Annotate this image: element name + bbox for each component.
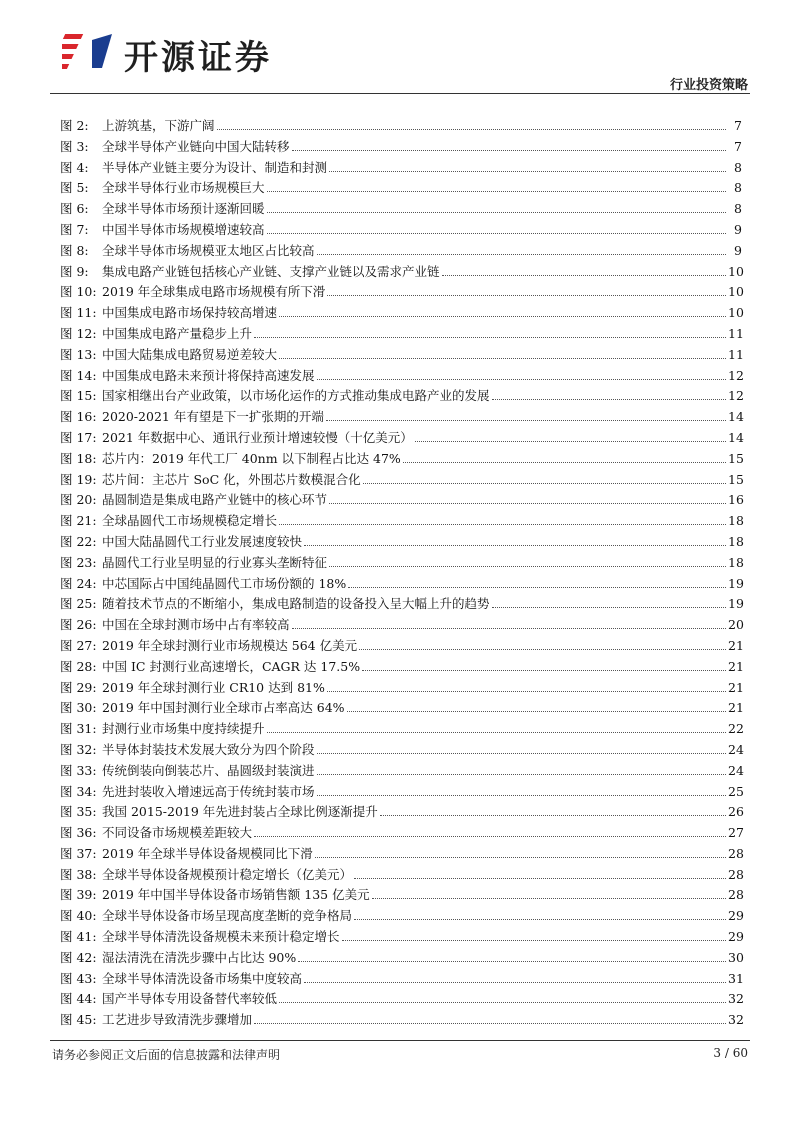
toc-entry[interactable] bbox=[52, 761, 742, 782]
figure-title: 中国 IC 封测行业高速增长，CAGR 达 17.5% bbox=[102, 658, 361, 674]
figure-title: 晶圆制造是集成电路产业链中的核心环节 bbox=[102, 492, 328, 508]
page-ref: 28 bbox=[728, 887, 744, 903]
figure-title: 2019 年全球封测行业 CR10 达到 81% bbox=[102, 679, 325, 695]
figure-title: 全球半导体市场预计逐渐回暖 bbox=[102, 201, 265, 217]
figure-title: 我国 2015-2019 年先进封装占全球比例逐渐提升 bbox=[102, 804, 378, 820]
page-ref: 10 bbox=[728, 263, 744, 279]
figure-title: 全球半导体市场规模亚太地区占比较高 bbox=[102, 242, 315, 258]
toc-entry[interactable] bbox=[52, 782, 742, 803]
dot-leader bbox=[354, 918, 726, 920]
figure-title: 先进封装收入增速远高于传统封装市场 bbox=[102, 783, 315, 799]
dot-leader bbox=[279, 523, 726, 525]
figure-number: 图 21: bbox=[60, 513, 97, 529]
figure-number: 图 15: bbox=[60, 388, 97, 404]
toc-entry[interactable] bbox=[52, 470, 742, 491]
page-ref: 15 bbox=[728, 450, 744, 466]
dot-leader bbox=[279, 357, 726, 359]
figure-title: 上游筑基，下游广阔 bbox=[102, 118, 215, 133]
figure-number: 图 3: bbox=[60, 138, 89, 154]
page-ref: 8 bbox=[734, 201, 742, 217]
dot-leader bbox=[217, 128, 726, 130]
toc-entry[interactable] bbox=[52, 241, 742, 262]
page-ref: 29 bbox=[728, 929, 744, 945]
figure-number: 图 34: bbox=[60, 783, 97, 799]
figure-number: 图 8: bbox=[60, 242, 89, 258]
toc-entry[interactable] bbox=[52, 199, 742, 220]
page-ref: 16 bbox=[728, 492, 744, 508]
page-ref: 12 bbox=[728, 367, 744, 383]
dot-leader bbox=[317, 253, 726, 255]
dot-leader bbox=[329, 502, 726, 504]
page-ref: 15 bbox=[728, 471, 744, 487]
figure-number: 图 39: bbox=[60, 887, 97, 903]
figure-number: 图 11: bbox=[60, 305, 97, 321]
dot-leader bbox=[359, 648, 726, 650]
dot-leader bbox=[304, 981, 726, 983]
figure-number: 图 29: bbox=[60, 679, 97, 695]
dot-leader bbox=[267, 211, 726, 213]
toc-entry[interactable] bbox=[52, 553, 742, 574]
figure-title: 中国集成电路产量稳步上升 bbox=[102, 325, 253, 341]
page-ref: 22 bbox=[728, 721, 744, 737]
figure-number: 图 23: bbox=[60, 554, 97, 570]
page-header bbox=[0, 0, 800, 96]
toc-entry[interactable] bbox=[52, 137, 742, 158]
page-ref: 7 bbox=[734, 138, 742, 154]
page-ref: 25 bbox=[728, 783, 744, 799]
figure-number: 图 43: bbox=[60, 970, 97, 986]
figure-number: 图 24: bbox=[60, 575, 97, 591]
footer-divider bbox=[50, 1040, 750, 1041]
page-ref: 26 bbox=[728, 804, 744, 820]
toc-entry[interactable] bbox=[52, 262, 742, 283]
figure-title: 2019 年全球集成电路市场规模有所下滑 bbox=[102, 284, 326, 300]
figure-title: 国家相继出台产业政策，以市场化运作的方式推动集成电路产业的发展 bbox=[102, 388, 490, 404]
figure-title: 半导体产业链主要分为设计、制造和封测 bbox=[102, 159, 328, 175]
dot-leader bbox=[326, 419, 726, 421]
figure-number: 图 4: bbox=[60, 159, 89, 175]
dot-leader bbox=[279, 315, 726, 317]
figure-number: 图 7: bbox=[60, 221, 89, 237]
figure-title: 中国大陆集成电路贸易逆差较大 bbox=[102, 346, 278, 362]
brand-name: 开源证券 bbox=[124, 38, 272, 78]
page-ref: 8 bbox=[734, 159, 742, 175]
dot-leader bbox=[279, 1001, 726, 1003]
page-ref: 18 bbox=[728, 513, 744, 529]
toc-entry[interactable] bbox=[52, 969, 742, 990]
dot-leader bbox=[254, 336, 726, 338]
figure-number: 图 38: bbox=[60, 866, 97, 882]
toc-entry[interactable] bbox=[52, 823, 742, 844]
toc-entry[interactable] bbox=[52, 366, 742, 387]
page-number: 3 / 60 bbox=[713, 1046, 748, 1060]
dot-leader bbox=[315, 856, 726, 858]
dot-leader bbox=[327, 690, 726, 692]
page-ref: 27 bbox=[728, 825, 744, 841]
dot-leader bbox=[329, 565, 726, 567]
figure-number: 图 27: bbox=[60, 637, 97, 653]
figure-number: 图 42: bbox=[60, 949, 97, 965]
figure-number: 图 40: bbox=[60, 908, 97, 924]
figure-number: 图 33: bbox=[60, 762, 97, 778]
toc-entry[interactable] bbox=[52, 178, 742, 199]
figure-title: 工艺进步导致清洗步骤增加 bbox=[102, 1012, 253, 1028]
figure-title: 国产半导体专用设备替代率较低 bbox=[102, 991, 278, 1007]
figure-number: 图 26: bbox=[60, 617, 97, 633]
footer-disclaimer: 请务必参阅正文后面的信息披露和法律声明 bbox=[52, 1048, 281, 1062]
page-ref: 21 bbox=[728, 658, 744, 674]
figure-number: 图 45: bbox=[60, 1012, 97, 1028]
toc-entry[interactable] bbox=[52, 282, 742, 303]
toc-entry[interactable] bbox=[52, 636, 742, 657]
figure-number: 图 32: bbox=[60, 741, 97, 757]
page-ref: 32 bbox=[728, 991, 744, 1007]
figure-title: 2019 年全球半导体设备规模同比下滑 bbox=[102, 845, 313, 861]
page-ref: 9 bbox=[734, 221, 742, 237]
toc-entry[interactable] bbox=[52, 407, 742, 428]
figure-number: 图 5: bbox=[60, 180, 89, 196]
figure-title: 晶圆代工行业呈明显的行业寡头垄断特征 bbox=[102, 554, 328, 570]
toc-entry[interactable] bbox=[52, 865, 742, 886]
page-ref: 8 bbox=[734, 180, 742, 196]
figure-number: 图 36: bbox=[60, 825, 97, 841]
figure-title: 2019 年中国封测行业全球市占率高达 64% bbox=[102, 700, 345, 716]
figure-number: 图 28: bbox=[60, 658, 97, 674]
page-ref: 19 bbox=[728, 596, 744, 612]
figure-title: 全球半导体清洗设备市场集中度较高 bbox=[102, 970, 303, 986]
figure-title: 中国集成电路未来预计将保持高速发展 bbox=[102, 367, 315, 383]
toc-entry[interactable] bbox=[52, 386, 742, 407]
dot-leader bbox=[342, 939, 726, 941]
page-ref: 12 bbox=[728, 388, 744, 404]
toc-entry[interactable] bbox=[52, 490, 742, 511]
dot-leader bbox=[363, 482, 726, 484]
toc-entry[interactable] bbox=[52, 615, 742, 636]
figure-title: 全球半导体行业市场规模巨大 bbox=[102, 180, 265, 196]
page-ref: 19 bbox=[728, 575, 744, 591]
page-ref: 7 bbox=[734, 118, 742, 133]
page-ref: 21 bbox=[728, 637, 744, 653]
figure-title: 2019 年中国半导体设备市场销售额 135 亿美元 bbox=[102, 887, 370, 903]
toc-entry[interactable] bbox=[52, 698, 742, 719]
page-ref: 29 bbox=[728, 908, 744, 924]
dot-leader bbox=[317, 378, 726, 380]
dot-leader bbox=[298, 960, 726, 962]
toc-entry[interactable] bbox=[52, 594, 742, 615]
figure-title: 半导体封装技术发展大致分为四个阶段 bbox=[102, 741, 315, 757]
figure-number: 图 9: bbox=[60, 263, 89, 279]
figure-title: 不同设备市场规模差距较大 bbox=[102, 825, 253, 841]
figure-number: 图 31: bbox=[60, 721, 97, 737]
figure-title: 2021 年数据中心、通讯行业预计增速较慢（十亿美元） bbox=[102, 429, 413, 445]
dot-leader bbox=[292, 627, 726, 629]
page-ref: 9 bbox=[734, 242, 742, 258]
figure-number: 图 18: bbox=[60, 450, 97, 466]
toc-entry[interactable] bbox=[52, 740, 742, 761]
page-ref: 30 bbox=[728, 949, 744, 965]
page-ref: 14 bbox=[728, 429, 744, 445]
figure-title: 芯片内：2019 年代工厂 40nm 以下制程占比达 47% bbox=[102, 450, 401, 466]
figure-title: 芯片间：主芯片 SoC 化，外围芯片数模混合化 bbox=[102, 471, 361, 487]
figure-title: 中国在全球封测市场中占有率较高 bbox=[102, 617, 290, 633]
toc-entry[interactable] bbox=[52, 345, 742, 366]
figure-number: 图 6: bbox=[60, 201, 89, 217]
dot-leader bbox=[317, 794, 726, 796]
toc-entry[interactable] bbox=[52, 511, 742, 532]
page-ref: 11 bbox=[728, 325, 744, 341]
page-ref: 20 bbox=[728, 617, 744, 633]
dot-leader bbox=[267, 731, 726, 733]
figure-title: 中芯国际占中国纯晶圆代工市场份额的 18% bbox=[102, 575, 347, 591]
page-ref: 21 bbox=[728, 679, 744, 695]
dot-leader bbox=[492, 398, 726, 400]
page-ref: 18 bbox=[728, 554, 744, 570]
figure-title: 2019 年全球封测行业市场规模达 564 亿美元 bbox=[102, 637, 358, 653]
figure-title: 中国集成电路市场保持较高增速 bbox=[102, 305, 278, 321]
dot-leader bbox=[380, 814, 726, 816]
dot-leader bbox=[442, 274, 726, 276]
toc-entry[interactable] bbox=[52, 989, 742, 1010]
dot-leader bbox=[362, 669, 726, 671]
figure-title: 湿法清洗在清洗步骤中占比达 90% bbox=[102, 949, 297, 965]
figure-title: 全球半导体设备市场呈现高度垄断的竞争格局 bbox=[102, 908, 353, 924]
figure-number: 图 37: bbox=[60, 845, 97, 861]
page-ref: 10 bbox=[728, 305, 744, 321]
figure-title: 全球半导体清洗设备规模未来预计稳定增长 bbox=[102, 929, 340, 945]
toc-entry[interactable] bbox=[52, 678, 742, 699]
toc-entry[interactable] bbox=[52, 906, 742, 927]
toc-entry[interactable] bbox=[52, 802, 742, 823]
dot-leader bbox=[254, 1022, 726, 1024]
toc-entry[interactable] bbox=[52, 158, 742, 179]
page-ref: 28 bbox=[728, 866, 744, 882]
toc-entry[interactable] bbox=[52, 532, 742, 553]
report-category: 行业投资策略 bbox=[669, 78, 748, 93]
page-ref: 14 bbox=[728, 409, 744, 425]
figure-number: 图 10: bbox=[60, 284, 97, 300]
dot-leader bbox=[304, 544, 726, 546]
toc-entry[interactable] bbox=[52, 1010, 742, 1031]
dot-leader bbox=[327, 294, 726, 296]
page-ref: 31 bbox=[728, 970, 744, 986]
page-ref: 24 bbox=[728, 762, 744, 778]
toc-entry[interactable] bbox=[52, 428, 742, 449]
figure-number: 图 16: bbox=[60, 409, 97, 425]
toc-entry[interactable] bbox=[52, 220, 742, 241]
toc-entry[interactable] bbox=[52, 449, 742, 470]
toc-entry[interactable] bbox=[52, 657, 742, 678]
dot-leader bbox=[415, 440, 726, 442]
figure-title: 中国半导体市场规模增速较高 bbox=[102, 221, 265, 237]
figure-number: 图 25: bbox=[60, 596, 97, 612]
figure-table-of-contents bbox=[52, 116, 742, 1031]
dot-leader bbox=[267, 190, 726, 192]
toc-entry[interactable] bbox=[52, 303, 742, 324]
figure-title: 全球半导体产业链向中国大陆转移 bbox=[102, 138, 290, 154]
figure-title: 全球晶圆代工市场规模稳定增长 bbox=[102, 513, 278, 529]
header-divider bbox=[50, 93, 750, 94]
figure-number: 图 14: bbox=[60, 367, 97, 383]
figure-number: 图 2: bbox=[60, 118, 89, 133]
figure-number: 图 41: bbox=[60, 929, 97, 945]
dot-leader bbox=[372, 897, 726, 899]
figure-title: 传统倒装向倒装芯片、晶圆级封装演进 bbox=[102, 762, 315, 778]
page-ref: 10 bbox=[728, 284, 744, 300]
toc-entry[interactable] bbox=[52, 324, 742, 345]
toc-entry[interactable] bbox=[52, 927, 742, 948]
figure-title: 2020-2021 年有望是下一扩张期的开端 bbox=[102, 409, 324, 425]
figure-number: 图 17: bbox=[60, 429, 97, 445]
dot-leader bbox=[492, 606, 726, 608]
toc-entry[interactable] bbox=[52, 948, 742, 969]
dot-leader bbox=[317, 752, 726, 754]
toc-entry[interactable] bbox=[52, 885, 742, 906]
dot-leader bbox=[403, 461, 726, 463]
dot-leader bbox=[329, 170, 726, 172]
page-ref: 11 bbox=[728, 346, 744, 362]
kaiyuan-logo-icon bbox=[62, 28, 118, 76]
page-ref: 32 bbox=[728, 1012, 744, 1028]
page-ref: 24 bbox=[728, 741, 744, 757]
dot-leader bbox=[267, 232, 726, 234]
figure-number: 图 22: bbox=[60, 533, 97, 549]
dot-leader bbox=[254, 835, 726, 837]
toc-entry[interactable] bbox=[52, 116, 742, 137]
figure-title: 随着技术节点的不断缩小，集成电路制造的设备投入呈大幅上升的趋势 bbox=[102, 596, 490, 612]
figure-number: 图 20: bbox=[60, 492, 97, 508]
figure-number: 图 30: bbox=[60, 700, 97, 716]
page-ref: 18 bbox=[728, 533, 744, 549]
figure-number: 图 19: bbox=[60, 471, 97, 487]
page-ref: 21 bbox=[728, 700, 744, 716]
dot-leader bbox=[347, 710, 726, 712]
figure-title: 全球半导体设备规模预计稳定增长（亿美元） bbox=[102, 866, 353, 882]
dot-leader bbox=[354, 877, 726, 879]
toc-entry[interactable] bbox=[52, 844, 742, 865]
toc-entry[interactable] bbox=[52, 574, 742, 595]
figure-number: 图 44: bbox=[60, 991, 97, 1007]
figure-number: 图 12: bbox=[60, 325, 97, 341]
figure-number: 图 13: bbox=[60, 346, 97, 362]
figure-title: 封测行业市场集中度持续提升 bbox=[102, 721, 265, 737]
dot-leader bbox=[348, 586, 726, 588]
figure-number: 图 35: bbox=[60, 804, 97, 820]
figure-title: 中国大陆晶圆代工行业发展速度较快 bbox=[102, 533, 303, 549]
dot-leader bbox=[317, 773, 726, 775]
figure-title: 集成电路产业链包括核心产业链、支撑产业链以及需求产业链 bbox=[102, 263, 440, 279]
toc-entry[interactable] bbox=[52, 719, 742, 740]
dot-leader bbox=[292, 149, 726, 151]
page-ref: 28 bbox=[728, 845, 744, 861]
